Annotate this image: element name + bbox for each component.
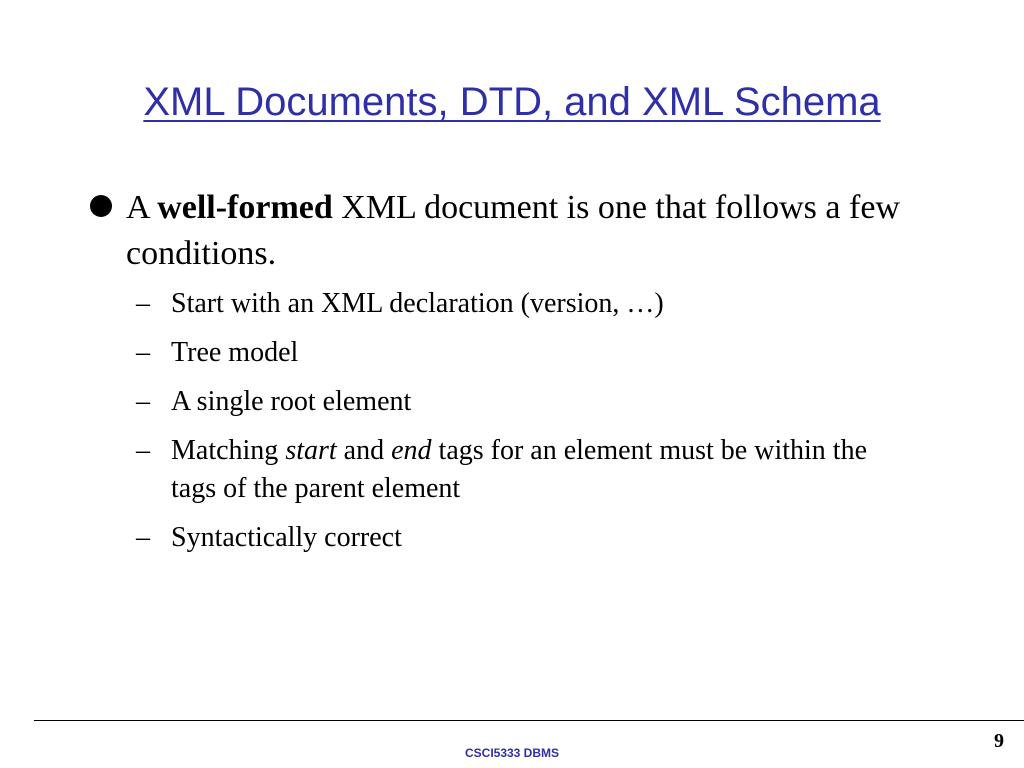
start-term: start [285,435,337,466]
sub-item-text: Syntactically correct [171,522,402,553]
list-item [136,519,916,557]
sub-item-part: and [336,435,392,466]
dash-icon: – [136,435,150,466]
sub-item-text: Tree model [171,337,299,368]
page-number: 9 [994,730,1004,752]
dash-icon: – [136,386,150,417]
sub-item-text [171,435,867,504]
dash-icon: – [136,337,150,368]
sub-item-part: tags for an element must be within the tags of the parent element [171,435,867,504]
list-item [136,334,916,372]
dash-icon: – [136,288,150,319]
footer-course-label: CSCI5333 DBMS [464,746,560,760]
bullet-dot-icon [90,195,112,217]
dash-icon: – [136,522,150,553]
main-bullet-text [126,185,950,277]
sub-item-text: Start with an XML declaration (version, …) [171,288,664,319]
sub-item-text: A single root element [171,386,412,417]
slide-title: XML Documents, DTD, and XML Schema [143,80,881,124]
bullet-bold-term: well-formed [157,189,333,226]
footer-divider [34,720,1024,721]
end-term: end [391,435,432,466]
sub-bullet-list [136,285,916,568]
list-item [136,285,916,323]
bullet-prefix: A [126,189,158,226]
main-bullet [90,185,950,277]
bullet-rest: XML document is one that follows a few conditions. [126,189,900,272]
list-item [136,383,916,421]
sub-item-part: Matching [171,435,286,466]
list-item [136,432,916,508]
